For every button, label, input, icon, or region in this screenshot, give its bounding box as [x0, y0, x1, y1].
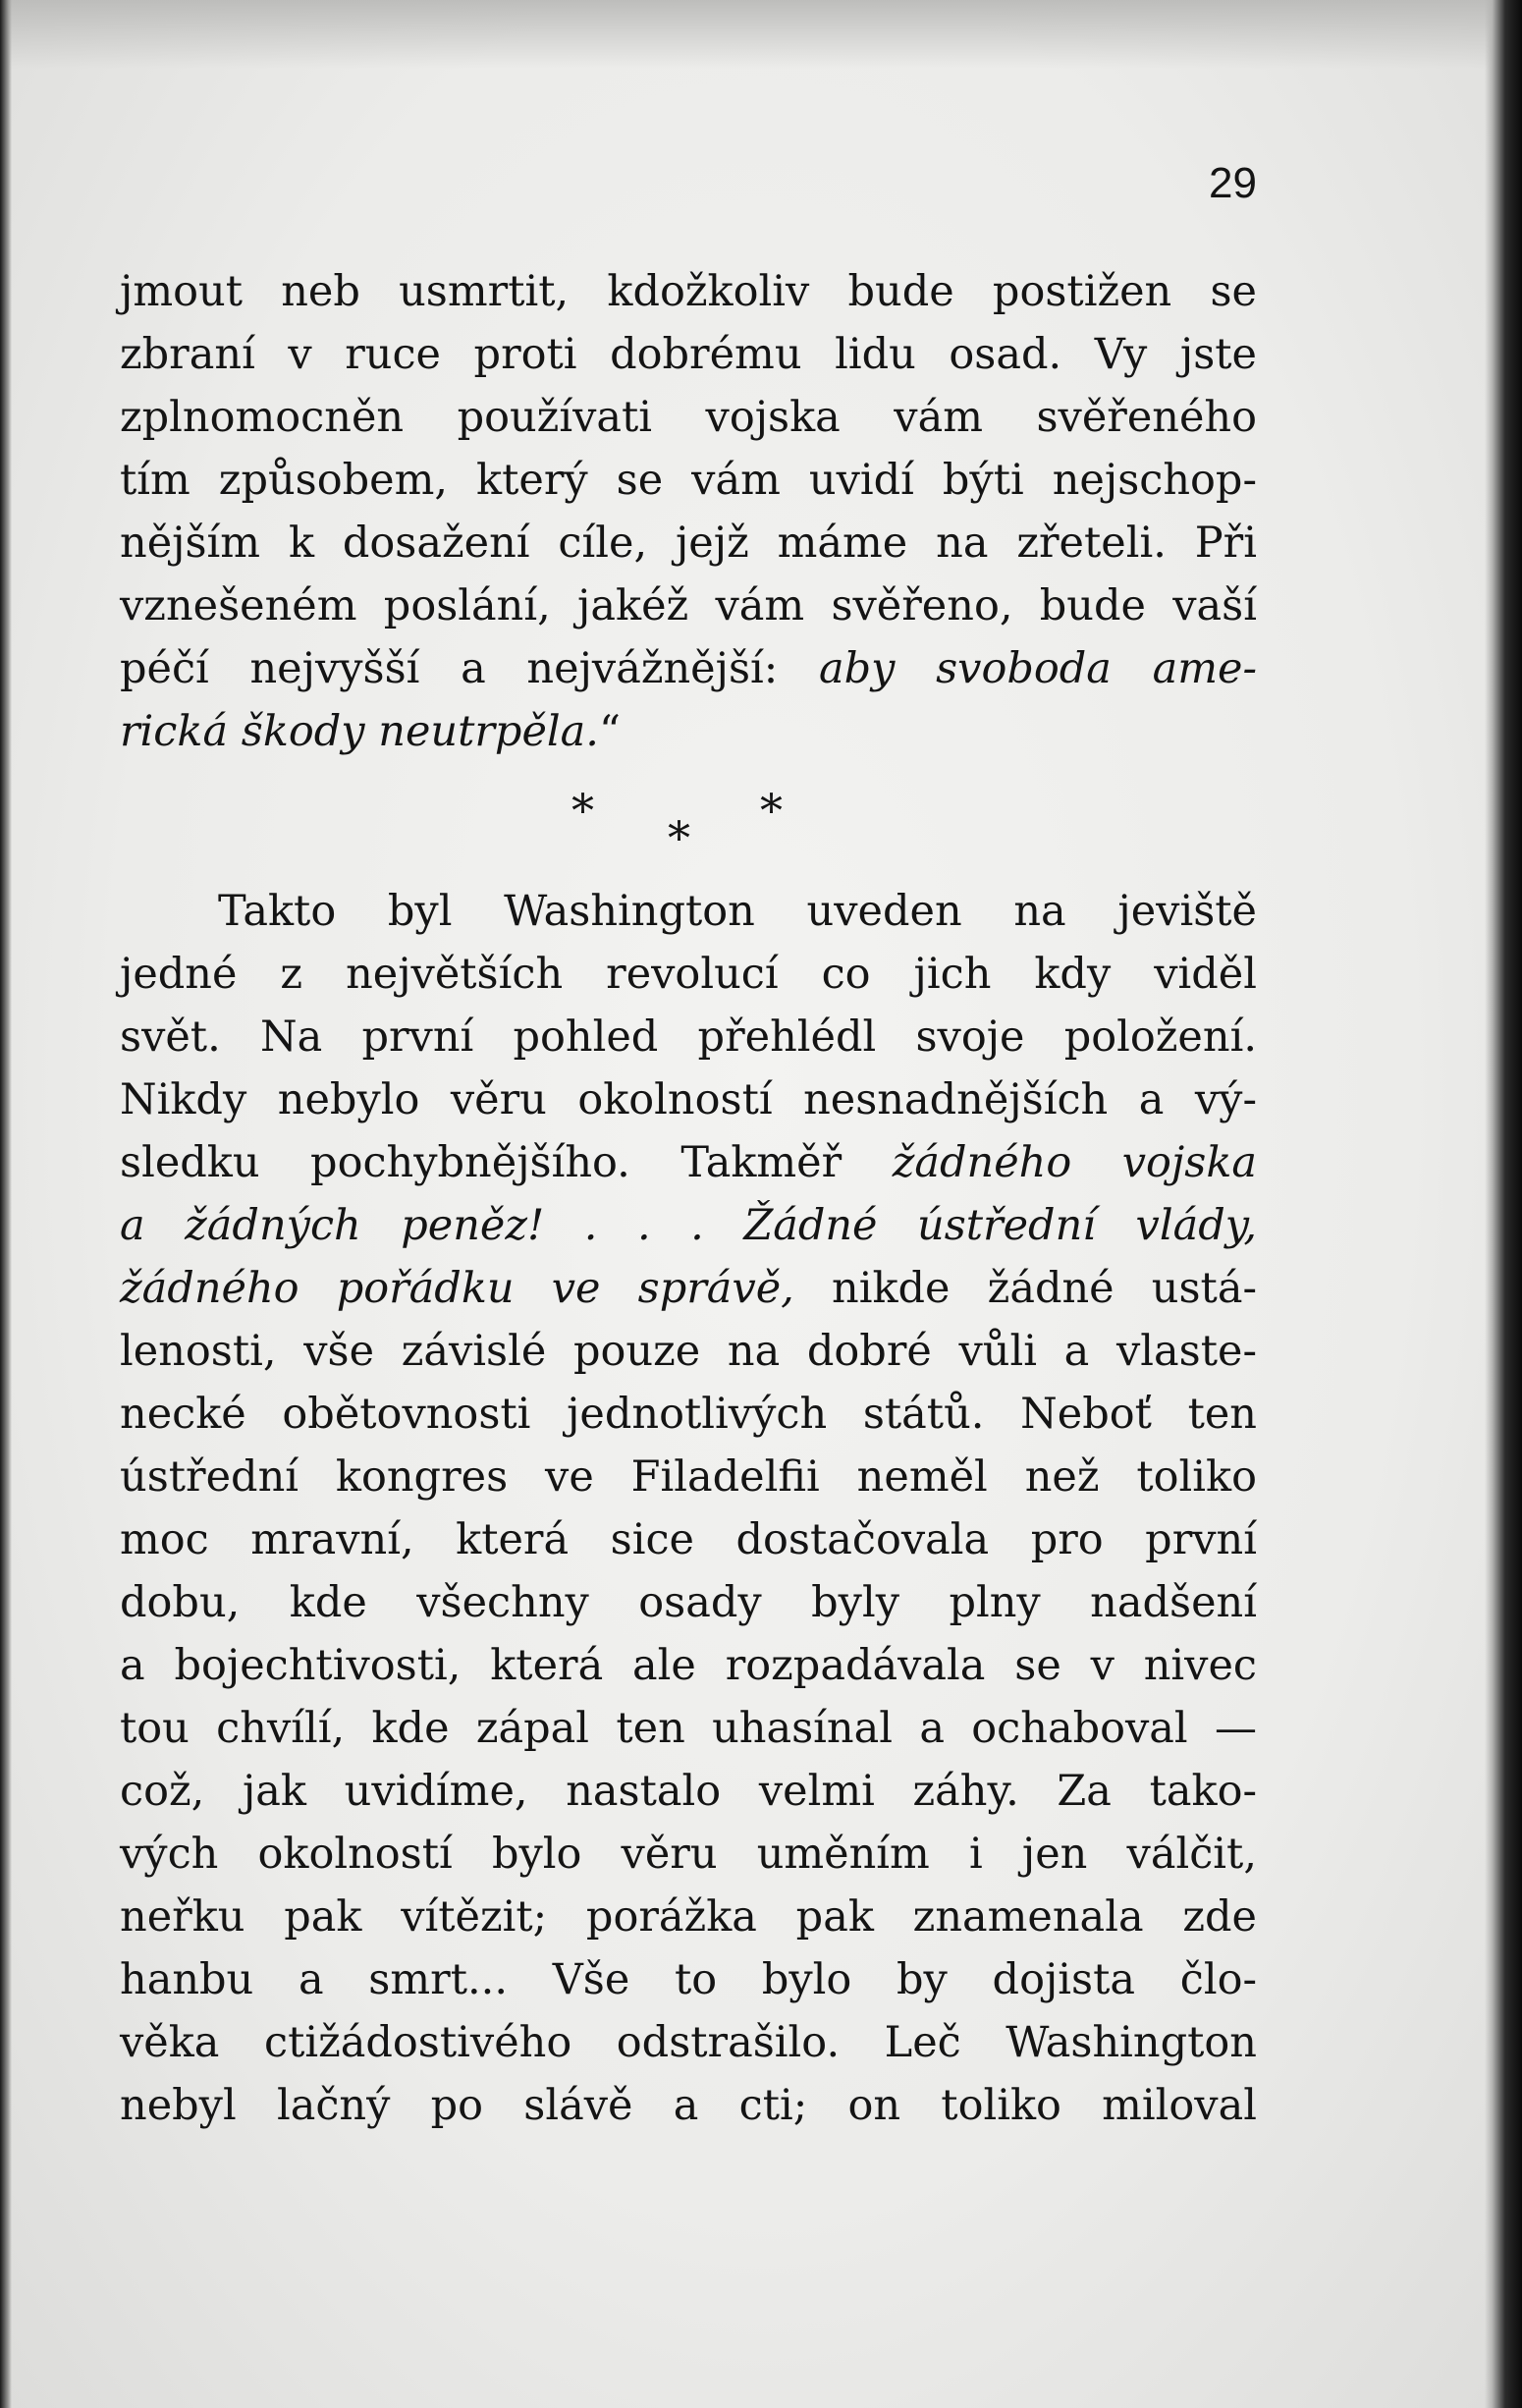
- line-text: sledku pochybnějšího. Takměř: [120, 1138, 893, 1187]
- line-text: jmout neb usmrtit, kdožkoliv bude postižen se: [120, 267, 1257, 316]
- line-text: Takto byl Washington uveden na jeviště: [218, 887, 1257, 936]
- line-text: zplnomocněn používati vojska vám svěřeného: [120, 393, 1257, 442]
- line-text: lenosti, vše závislé pouze na dobré vůli a vlaste-: [120, 1327, 1257, 1376]
- line-text: neřku pak vítězit; porážka pak znamenala zde: [120, 1892, 1257, 1942]
- text-line: [120, 512, 1257, 575]
- asterism-separator: [0, 776, 1522, 874]
- text-line: [120, 880, 1257, 943]
- line-text: nikde žádné ustá-: [793, 1264, 1257, 1313]
- line-text: tou chvílí, kde zápal ten uhasínal a ochaboval —: [120, 1704, 1257, 1753]
- line-text: “: [598, 707, 621, 756]
- text-line: [120, 1006, 1257, 1068]
- line-text: ústřední kongres ve Filadelfii neměl než toliko: [120, 1452, 1257, 1502]
- separator-star-right: *: [760, 784, 783, 837]
- page-edge-right: [1485, 0, 1522, 2408]
- line-text: nebyl lačný po slávě a cti; on toliko miloval: [120, 2081, 1257, 2130]
- line-text: péčí nejvyšší a nejvážnější:: [120, 644, 819, 693]
- text-line: [120, 1446, 1257, 1508]
- text-line: [120, 575, 1257, 637]
- text-line: [120, 943, 1257, 1006]
- emphasized-text: žádného pořádku ve správě,: [120, 1264, 794, 1313]
- text-line: [120, 1948, 1257, 2011]
- text-line: [120, 1697, 1257, 1760]
- page-shadow-top: [0, 0, 1522, 69]
- line-text: což, jak uvidíme, nastalo velmi záhy. Za tako-: [120, 1767, 1257, 1816]
- line-text: nějším k dosažení cíle, jejž máme na zřeteli. Při: [120, 519, 1257, 568]
- line-text: věka ctižádostivého odstrašilo. Leč Washington: [120, 2018, 1257, 2067]
- line-text: necké obětovnosti jednotlivých států. Neboť ten: [120, 1390, 1257, 1439]
- emphasized-text: rická škody neutrpěla.: [120, 707, 599, 756]
- line-text: tím způsobem, který se vám uvidí býti nejschop-: [120, 456, 1257, 505]
- text-line: [120, 323, 1257, 386]
- line-text: vznešeném poslání, jakéž vám svěřeno, bude vaší: [120, 581, 1257, 630]
- text-line: [120, 1131, 1257, 1194]
- emphasized-text: aby svoboda ame-: [818, 644, 1257, 693]
- separator-star-center: *: [668, 811, 690, 864]
- line-text: dobu, kde všechny osady byly plny nadšení: [120, 1578, 1257, 1627]
- line-text: jedné z největších revolucí co jich kdy viděl: [120, 950, 1257, 999]
- line-text: vých okolností bylo věru uměním i jen válčit,: [120, 1830, 1257, 1879]
- text-line: [120, 1257, 1257, 1320]
- page-number: 29: [1209, 159, 1257, 207]
- emphasized-text: a žádných peněz! . . . Žádné ústřední vlády,: [120, 1201, 1257, 1250]
- text-line: [120, 1383, 1257, 1446]
- line-text: zbraní v ruce proti dobrému lidu osad. Vy jste: [120, 330, 1257, 379]
- text-line: [120, 700, 1257, 763]
- text-line: [120, 1634, 1257, 1697]
- line-text: a bojechtivosti, která ale rozpadávala se v nivec: [120, 1641, 1257, 1690]
- emphasized-text: žádného vojska: [892, 1138, 1258, 1187]
- text-line: [120, 1320, 1257, 1383]
- separator-star-left: *: [571, 784, 594, 837]
- text-line: [120, 1508, 1257, 1571]
- line-text: svět. Na první pohled přehlédl svoje položení.: [120, 1012, 1257, 1062]
- line-text: moc mravní, která sice dostačovala pro první: [120, 1515, 1257, 1564]
- text-line: [120, 260, 1257, 323]
- text-line: [120, 1886, 1257, 1948]
- text-line: [120, 1194, 1257, 1257]
- text-line: [120, 637, 1257, 700]
- text-line: [120, 2074, 1257, 2137]
- text-line: [120, 386, 1257, 449]
- text-line: [120, 449, 1257, 512]
- line-text: Nikdy nebylo věru okolností nesnadnějších a vý-: [120, 1075, 1257, 1124]
- page-edge-left: [0, 0, 12, 2408]
- text-line: [120, 1068, 1257, 1131]
- text-line: [120, 1571, 1257, 1634]
- text-line: [120, 1823, 1257, 1886]
- text-line: [120, 1760, 1257, 1823]
- line-text: hanbu a smrt... Vše to bylo by dojista člo-: [120, 1955, 1257, 2004]
- text-line: [120, 2011, 1257, 2074]
